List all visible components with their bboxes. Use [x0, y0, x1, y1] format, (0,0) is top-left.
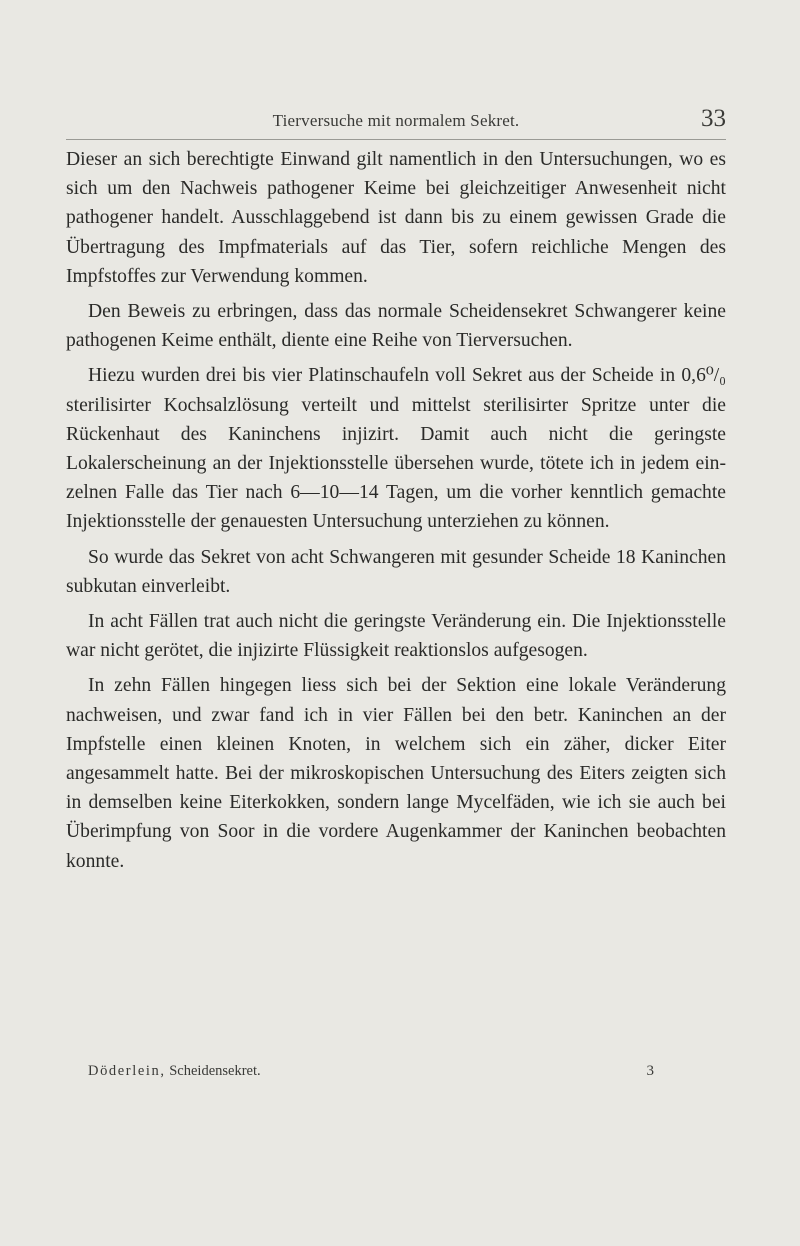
- paragraph-2: Den Beweis zu erbringen, dass das normale Scheidensekret Schwangerer keine pathogenen Keime enthält, diente eine Reihe von Tierversuchen.: [66, 301, 726, 352]
- footer-book-title: Scheidensekret.: [169, 1063, 261, 1079]
- running-head: [66, 105, 726, 140]
- page-footer: [88, 1063, 654, 1085]
- body-text: [66, 145, 726, 876]
- paragraph-4: So wurde das Sekret von acht Schwangeren mit gesunder Scheide 18 Kaninchen subkutan einverleibt.: [66, 546, 726, 597]
- paragraph-1: Dieser an sich berechtigte Einwand gilt namentlich in den Untersuchungen, wo es sich um den Nachweis pathogener Keime bei gleichzeitiger Anwesenheit nicht pathogener handelt. Ausschlaggebend ist dann bis zu einem gewissen Grade die Übertragung des Impfmaterials auf das Tier, sofern reichliche Mengen des Impfstoffes zur Verwendung kommen.: [66, 149, 726, 287]
- paragraph-3: Hiezu wurden drei bis vier Platinschaufeln voll Sekret aus der Scheide in 0,6⁰/₀ sterilisirter Kochsalzlösung verteilt und mittelst sterilisirter Spritze unter die Rückenhaut des Kaninchens injizirt. Damit auch nicht die geringste Lokalerscheinung an der Injektionsstelle übersehen wurde, tötete ich in jedem einzelnen Falle das Tier nach 6—10—14 Tagen, um die vorher kenntlich gemachte Injektionsstelle der genauesten Untersuchung unterziehen zu können.: [66, 365, 726, 533]
- footer-author: Döderlein,: [88, 1063, 166, 1079]
- paragraph-5: In acht Fällen trat auch nicht die geringste Veränderung ein. Die Injektionsstelle war nicht gerötet, die injizirte Flüssigkeit reaktionslos aufgesogen.: [66, 611, 726, 662]
- page-number: 33: [701, 105, 726, 132]
- running-title: Tierversuche mit normalem Sekret.: [272, 111, 520, 130]
- signature-mark: 3: [646, 1063, 654, 1079]
- paragraph-6: In zehn Fällen hingegen liess sich bei der Sektion eine lokale Veränderung nachweisen, und zwar fand ich in vier Fällen bei den betr. Kaninchen an der Impfstelle einen kleinen Knoten, in welchem sich ein zäher, dicker Eiter angesammelt hatte. Bei der mikroskopischen Untersuchung des Eiters zeigten sich in demselben keine Eiterkokken, sondern lange Mycelfäden, wie ich sie auch bei Überimpfung von Soor in die vordere Augenkammer der Kaninchen beobachten konnte.: [66, 675, 726, 872]
